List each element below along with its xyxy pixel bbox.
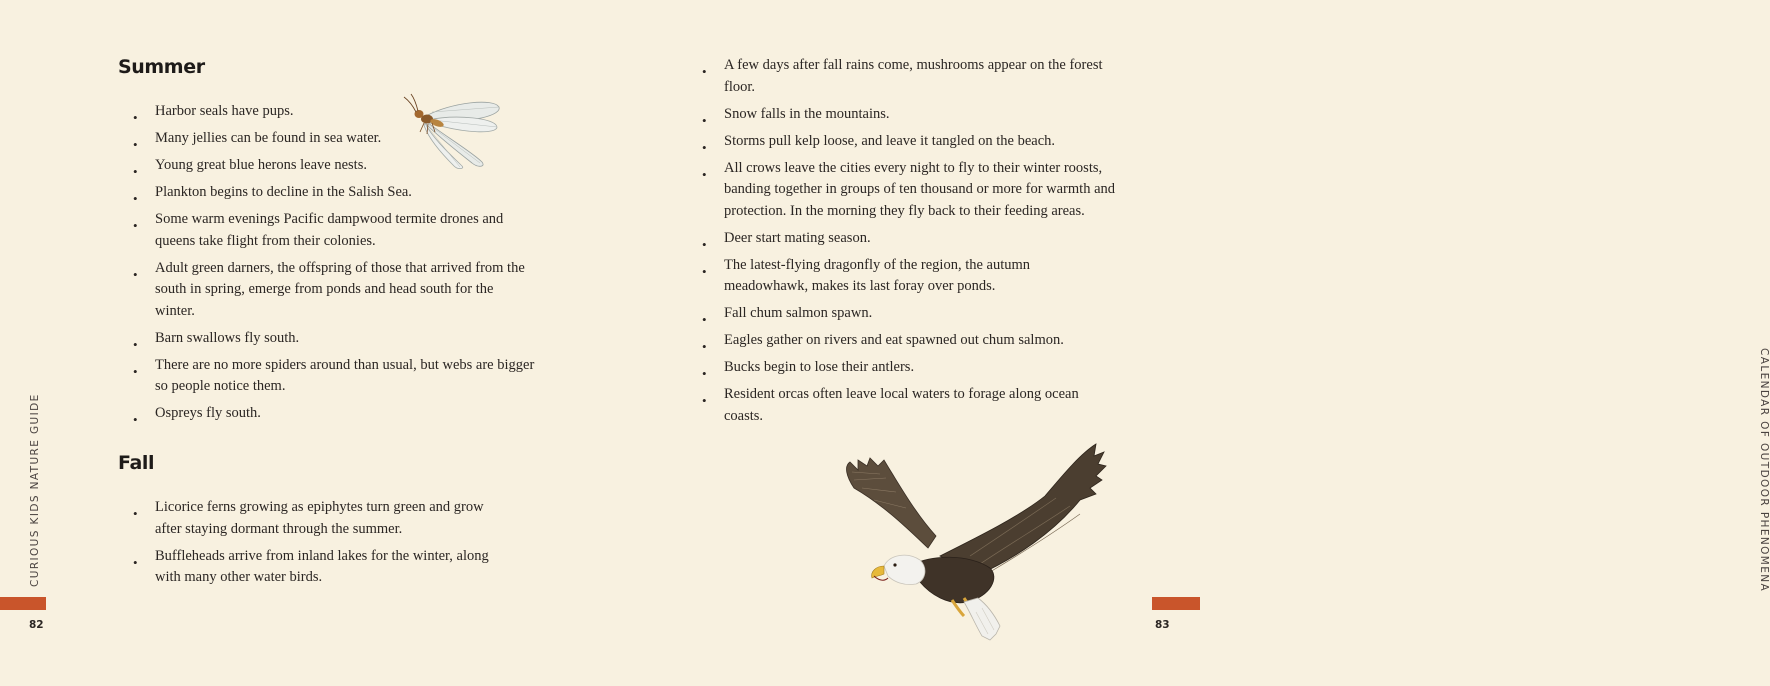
- list-item: • There are no more spiders around than usual, but webs are bigger so people notice them.: [133, 356, 535, 394]
- fall-list: [119, 497, 509, 594]
- list-item: • Licorice ferns growing as epiphytes turn green and grow after staying dormant through the summer.: [133, 499, 484, 537]
- list-item: • Young great blue herons leave nests.: [133, 157, 367, 179]
- list-item: • Resident orcas often leave local waters to forage along ocean coasts.: [702, 386, 1079, 424]
- list-item: • All crows leave the cities every night to fly to their winter roosts, banding together in groups of ten thousand or more for warmth and protection. In the morning they fly back to their feeding areas.: [702, 159, 1116, 219]
- list-item: • Bucks begin to lose their antlers.: [702, 359, 915, 381]
- list-item: • Eagles gather on rivers and eat spawned out chum salmon.: [702, 332, 1064, 354]
- page-number-left: 82: [29, 619, 44, 631]
- left-page: [0, 0, 600, 686]
- list-item: • Deer start mating season.: [702, 229, 871, 252]
- list-item: • Many jellies can be found in sea water.: [133, 130, 382, 152]
- page-tab-right: [1152, 597, 1200, 610]
- list-item: • Some warm evenings Pacific dampwood termite drones and queens take flight from their colonies.: [133, 211, 504, 249]
- page-number-right: 83: [1155, 619, 1170, 631]
- list-item: • The latest-flying dragonfly of the region, the autumn meadowhawk, makes its last foray over ponds.: [702, 256, 1031, 294]
- bald-eagle-icon: [840, 436, 1110, 646]
- list-item: • Storms pull kelp loose, and leave it tangled on the beach.: [702, 132, 1056, 155]
- book-title-side-label: CURIOUS KIDS NATURE GUIDE: [29, 393, 41, 587]
- fall-heading: Fall: [118, 452, 155, 474]
- right-page: [600, 0, 1770, 686]
- page-tab-left: [0, 597, 46, 610]
- summer-heading: Summer: [118, 56, 205, 78]
- list-item: • Adult green darners, the offspring of those that arrived from the south in spring, emerge from ponds and head south for the winter.: [133, 259, 525, 319]
- list-item: • Ospreys fly south.: [133, 405, 261, 427]
- list-item: • A few days after fall rains come, mushrooms appear on the forest floor.: [702, 57, 1103, 95]
- list-item: • Snow falls in the mountains.: [702, 105, 890, 128]
- list-item: • Barn swallows fly south.: [133, 329, 300, 352]
- list-item: • Fall chum salmon spawn.: [702, 305, 873, 327]
- list-item: • Plankton begins to decline in the Salish Sea.: [133, 184, 412, 206]
- chapter-title-side-label: CALENDAR OF OUTDOOR PHENOMENA: [1758, 348, 1770, 593]
- list-item: • Harbor seals have pups.: [133, 103, 294, 125]
- list-item: • Buffleheads arrive from inland lakes for the winter, along with many other water birds.: [133, 547, 489, 585]
- winged-termite-icon: [402, 90, 506, 170]
- fall-list-continued: [688, 55, 1116, 433]
